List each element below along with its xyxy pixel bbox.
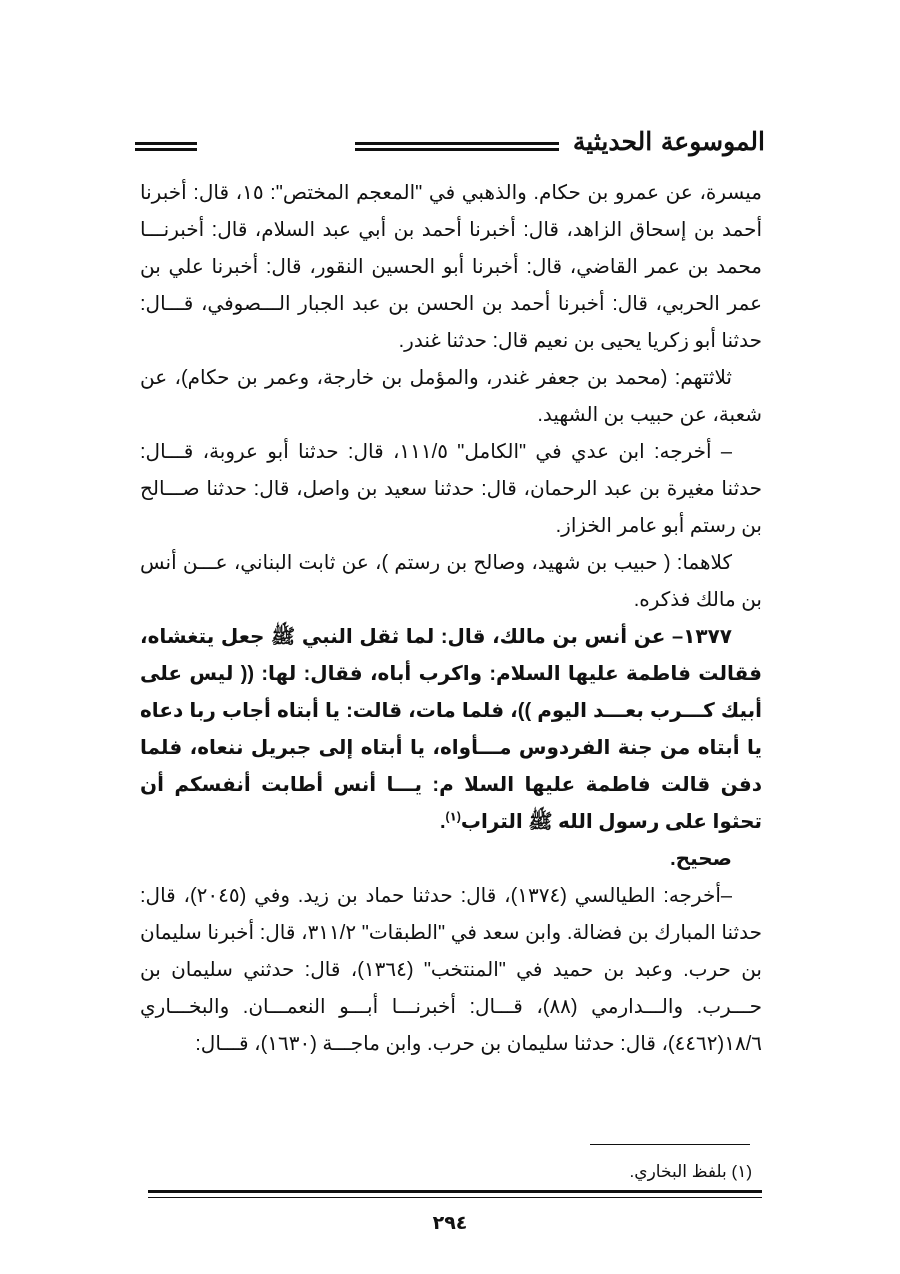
hadith-grade: صحيح.: [670, 848, 732, 870]
footer-rule-thick: [148, 1190, 762, 1193]
paragraph-4: كلاهما: ( حبيب بن شهيد، وصالح بن رستم )، عن ثابت البناني، عـــن أنس بن مالك فذكره.: [140, 552, 762, 611]
footnote-separator: [590, 1144, 750, 1145]
hadith-text: [140, 619, 762, 841]
header-dash: [135, 142, 197, 145]
paragraph-1: ميسرة، عن عمرو بن حكام. والذهبي في "المعجم المختص": ١٥، قال: أخبرنا أحمد بن إسحاق الزاهد، قال: أخبرنا أحمد بن أبي عبد السلام، قال: أخبرنـــا محمد بن عمر القاضي، قال: أخبرنا أبو الحسين النقور، قال: أخبرنا علي بن عمر الحربي، قال: أخبرنا أحمد بن الحسن بن عبد الجبار الـــصوفي، قـــال: حدثنا أبو زكريا يحيى بن نعيم قال: حدثنا غندر.: [140, 182, 762, 352]
takhrij-paragraph: –أخرجه: الطيالسي (١٣٧٤)، قال: حدثنا حماد بن زيد. وفي (٢٠٤٥)، قال: حدثنا المبارك بن فضالة. وابن سعد في "الطبقات" ٣١١/٢، قال: أخبرنا سليمان بن حرب. وعبد بن حميد في "المنتخب" (١٣٦٤)، قال: حدثني سليمان بن حـــرب. والـــدارمي (٨٨)، قـــال: أخبرنـــا أبـــو النعمـــان. والبخـــاري ١٨/٦(٤٤٦٢)، قال: حدثنا سليمان بن حرب. وابن ماجـــة (١٦٣٠)، قـــال:: [140, 885, 762, 1055]
footnote: (١) بلفظ البخاري.: [629, 1162, 752, 1181]
footer-rule-thin: [148, 1197, 762, 1198]
hadith-end: .: [439, 811, 446, 833]
paragraph-3: – أخرجه: ابن عدي في "الكامل" ١١١/٥، قال: حدثنا أبو عروبة، قـــال: حدثنا مغيرة بن عبد الرحمان، قال: حدثنا سعيد بن واصل، قال: حدثنا صـــالح بن رستم أبو عامر الخزاز.: [140, 441, 762, 537]
header-dash-2: [135, 148, 197, 151]
hadith-body: ١٣٧٧– عن أنس بن مالك، قال: لما ثقل النبي ﷺ جعل يتغشاه، فقالت فاطمة عليها السلام: واكرب أباه، فقال: لها: (( ليس على أبيك كـــرب بعـــد اليوم ))، فلما مات، قالت: يا أبتاه أجاب ربا دعاه يا أبتاه من جنة الفردوس مـــأواه، يا أبتاه إلى جبريل ننعاه، فلما دفن قالت فاطمة عليها السلا م: يـــا أنس أطابت أنفسكم أن تحثوا على رسول الله ﷺ التراب: [140, 626, 763, 833]
footnote-reference[interactable]: (١): [445, 809, 461, 824]
main-text: [140, 175, 762, 1063]
running-header: [145, 128, 765, 168]
book-title: الموسوعة الحديثية: [559, 122, 765, 162]
paragraph-2: ثلاثتهم: (محمد بن جعفر غندر، والمؤمل بن خارجة، وعمر بن حكام)، عن شعبة، عن حبيب بن الشهيد.: [140, 367, 762, 426]
page-number: ٢٩٤: [432, 1213, 468, 1234]
